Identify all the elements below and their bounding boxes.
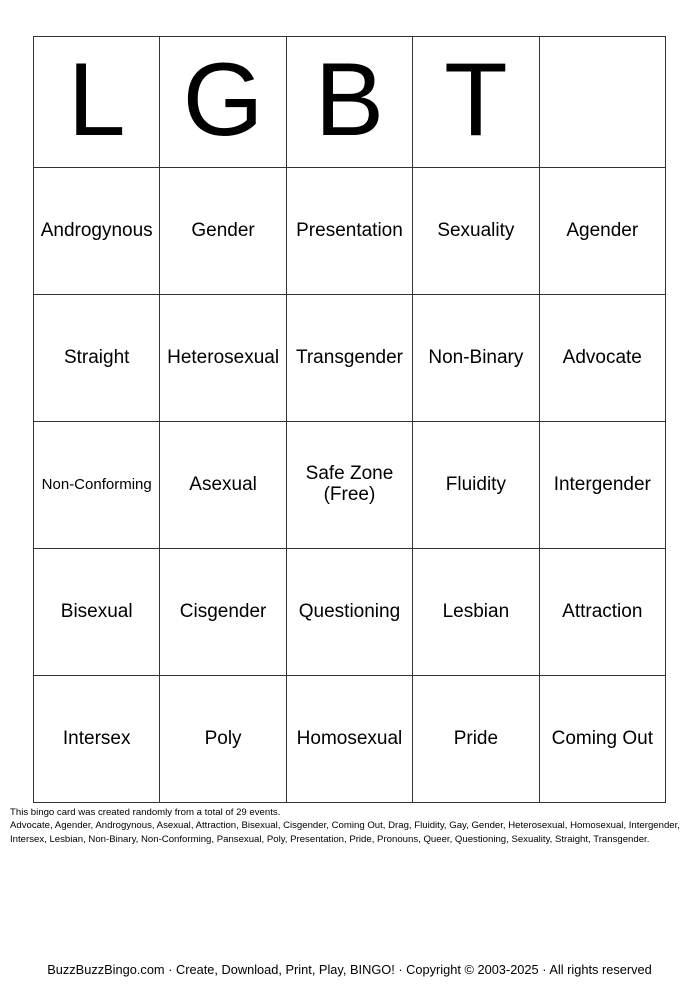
bingo-cell[interactable]: Non-Binary — [413, 295, 539, 422]
bingo-cell[interactable]: Pride — [413, 676, 539, 803]
card-info — [10, 806, 690, 846]
bingo-cell[interactable]: Transgender — [286, 295, 412, 422]
header-letter-1: L — [34, 37, 160, 168]
bingo-card — [33, 36, 666, 803]
bingo-cell[interactable]: Androgynous — [34, 168, 160, 295]
bingo-cell[interactable]: Cisgender — [160, 549, 286, 676]
bingo-cell[interactable]: Intersex — [34, 676, 160, 803]
bingo-cell[interactable]: Non-Conforming — [34, 422, 160, 549]
bingo-cell[interactable]: Asexual — [160, 422, 286, 549]
bingo-cell[interactable]: Sexuality — [413, 168, 539, 295]
bingo-cell[interactable]: Lesbian — [413, 549, 539, 676]
bingo-cell[interactable]: Coming Out — [539, 676, 665, 803]
bingo-cell[interactable]: Poly — [160, 676, 286, 803]
header-letter-2: G — [160, 37, 286, 168]
header-row — [34, 37, 666, 168]
bingo-cell[interactable]: Presentation — [286, 168, 412, 295]
bingo-row-1 — [34, 168, 666, 295]
bingo-cell[interactable]: Homosexual — [286, 676, 412, 803]
bingo-row-2 — [34, 295, 666, 422]
card-info-events: Advocate, Agender, Androgynous, Asexual, Attraction, Bisexual, Cisgender, Coming Out, Drag, Fluidity, Gay, Gender, Heterosexual, Homosexual, Intergender, Intersex, Lesbian, Non-Binary, Non-Conforming, Pansexual, Poly, Presentation, Pride, Pronouns, Queer, Questioning, Sexuality, Straight, Transgender. — [10, 820, 680, 845]
bingo-cell[interactable]: Intergender — [539, 422, 665, 549]
bingo-cell[interactable]: Advocate — [539, 295, 665, 422]
free-space-cell[interactable]: Safe Zone (Free) — [286, 422, 412, 549]
bingo-cell[interactable]: Bisexual — [34, 549, 160, 676]
bingo-cell[interactable]: Attraction — [539, 549, 665, 676]
header-letter-4: T — [413, 37, 539, 168]
card-info-summary: This bingo card was created randomly from a total of 29 events. — [10, 807, 281, 818]
bingo-cell[interactable]: Fluidity — [413, 422, 539, 549]
bingo-cell[interactable]: Heterosexual — [160, 295, 286, 422]
bingo-cell[interactable]: Straight — [34, 295, 160, 422]
header-letter-5 — [539, 37, 665, 168]
bingo-cell[interactable]: Agender — [539, 168, 665, 295]
bingo-cell[interactable]: Questioning — [286, 549, 412, 676]
bingo-cell[interactable]: Gender — [160, 168, 286, 295]
page-footer: BuzzBuzzBingo.com · Create, Download, Print, Play, BINGO! · Copyright © 2003-2025 · All rights reserved — [47, 962, 652, 977]
header-letter-3: B — [286, 37, 412, 168]
bingo-row-5 — [34, 676, 666, 803]
bingo-row-4 — [34, 549, 666, 676]
bingo-row-3 — [34, 422, 666, 549]
